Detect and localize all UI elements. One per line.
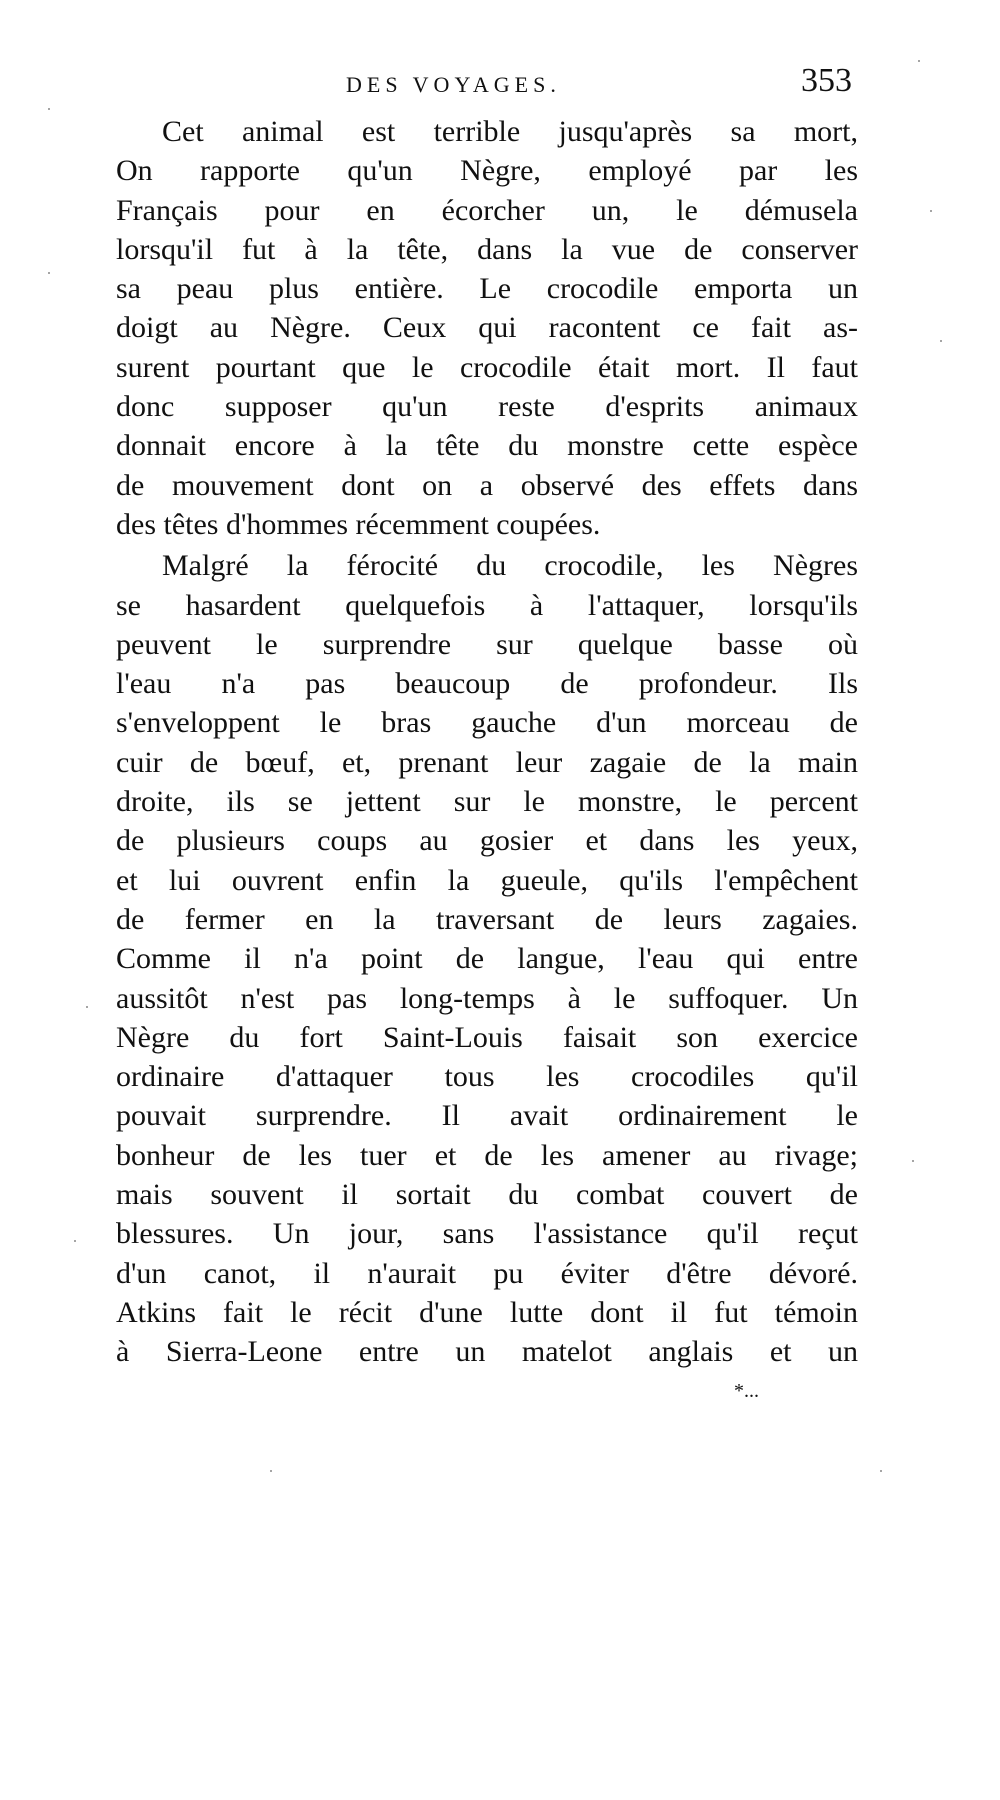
text-line: Comme il n'a point de langue, l'eau qui entre — [116, 942, 858, 976]
scan-speck — [74, 1240, 76, 1242]
text-line: des têtes d'hommes récemment coupées. — [116, 507, 601, 541]
scan-speck — [912, 1160, 914, 1162]
text-line: sa peau plus entière. Le crocodile emporta un — [116, 272, 858, 306]
text-line: aussitôt n'est pas long-temps à le suffoquer. Un — [116, 981, 858, 1015]
text-line: doigt au Nègre. Ceux qui racontent ce fait as- — [116, 311, 858, 345]
text-line: bonheur de les tuer et de les amener au rivage; — [116, 1138, 858, 1172]
text-line: ordinaire d'attaquer tous les crocodiles qu'il — [116, 1060, 858, 1094]
scan-speck — [880, 1470, 882, 1472]
text-line: Cet animal est terrible jusqu'après sa mort, — [162, 115, 858, 148]
text-line: de mouvement dont on a observé des effets dans — [116, 468, 858, 502]
running-head — [116, 60, 856, 110]
text-line: blessures. Un jour, sans l'assistance qu'il reçut — [116, 1217, 858, 1251]
text-line: Atkins fait le récit d'une lutte dont il fut témoin — [116, 1295, 858, 1329]
text-line: cuir de bœuf, et, prenant leur zagaie de la main — [116, 745, 858, 779]
text-line: et lui ouvrent enfin la gueule, qu'ils l'empêchent — [116, 863, 858, 897]
text-line: d'un canot, il n'aurait pu éviter d'être dévoré. — [116, 1256, 858, 1290]
text-line: pouvait surprendre. Il avait ordinairement le — [116, 1099, 858, 1133]
text-line: donc supposer qu'un reste d'esprits animaux — [116, 390, 858, 424]
text-line: surent pourtant que le crocodile était mort. Il faut — [116, 350, 858, 384]
text-line: l'eau n'a pas beaucoup de profondeur. Ils — [116, 667, 858, 701]
text-line: se hasardent quelquefois à l'attaquer, lorsqu'ils — [116, 588, 858, 622]
scan-speck — [270, 1470, 272, 1472]
scan-speck — [940, 340, 942, 342]
text-line: lorsqu'il fut à la tête, dans la vue de conserver — [116, 232, 858, 266]
text-line: s'enveloppent le bras gauche d'un morceau de — [116, 706, 858, 740]
scan-speck — [930, 210, 932, 212]
text-line: peuvent le surprendre sur quelque basse où — [116, 627, 858, 661]
scan-speck — [86, 1006, 88, 1008]
text-line: droite, ils se jettent sur le monstre, le percent — [116, 785, 858, 819]
scan-speck — [48, 108, 50, 110]
scan-speck — [48, 272, 50, 274]
catchword: *... — [734, 1380, 759, 1402]
page-number: 353 — [801, 62, 852, 99]
text-line: donnait encore à la tête du monstre cette espèce — [116, 429, 858, 463]
text-line: Malgré la férocité du crocodile, les Nègres — [162, 549, 858, 583]
text-line: de plusieurs coups au gosier et dans les yeux, — [116, 824, 858, 858]
text-line: Nègre du fort Saint-Louis faisait son exercice — [116, 1020, 858, 1054]
text-line: de fermer en la traversant de leurs zagaies. — [116, 902, 858, 936]
text-line: On rapporte qu'un Nègre, employé par les — [116, 154, 858, 188]
running-title: DES VOYAGES. — [346, 72, 561, 97]
text-line: mais souvent il sortait du combat couvert de — [116, 1178, 858, 1212]
text-line: Français pour en écorcher un, le démusela — [116, 193, 858, 227]
paragraph-2 — [116, 546, 858, 1371]
text-line: à Sierra-Leone entre un matelot anglais et un — [116, 1335, 858, 1369]
scan-speck — [918, 60, 920, 62]
paragraph-1 — [116, 112, 858, 544]
body-text — [116, 112, 858, 1372]
